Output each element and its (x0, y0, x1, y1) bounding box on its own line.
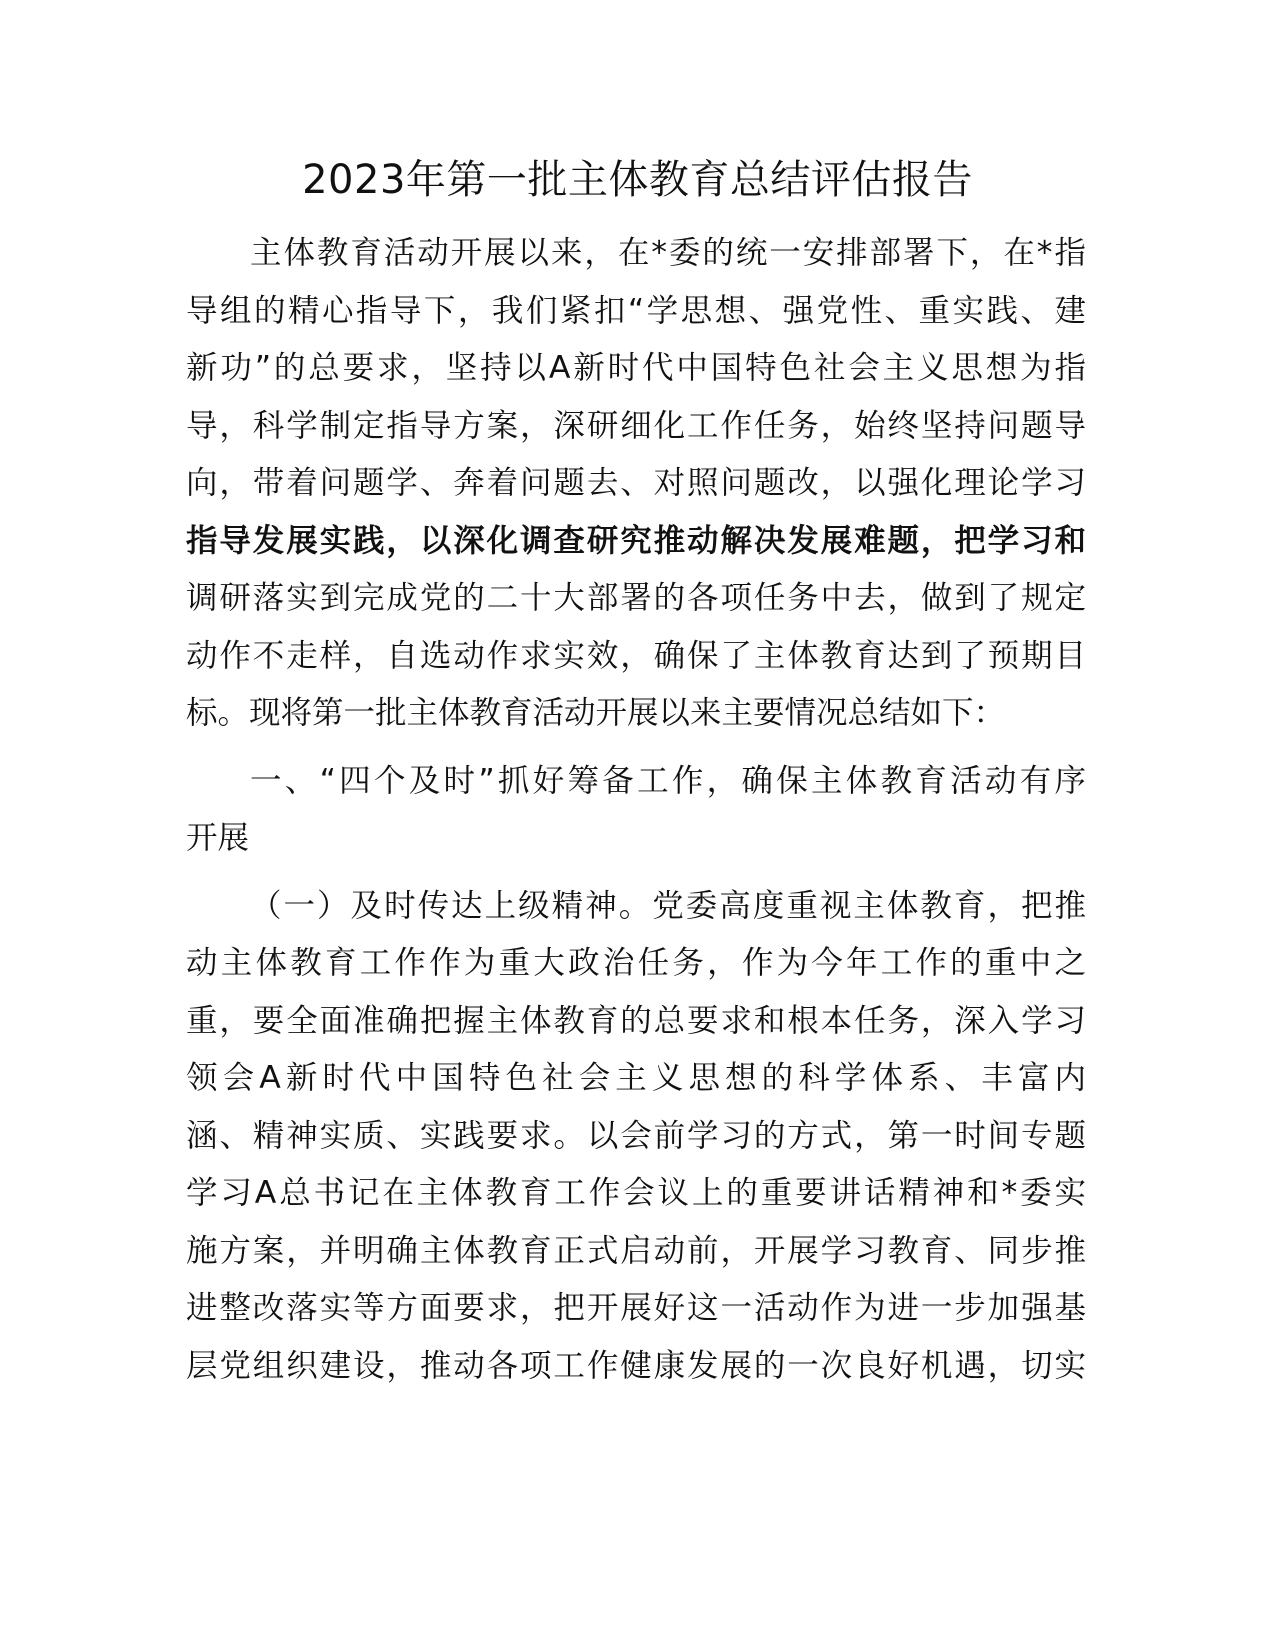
subsection-line: 进整改落实等方面要求，把开展好这一活动作为进一步加强基 (186, 1290, 1086, 1326)
subsection-line: 层党组织建设，推动各项工作健康发展的一次良好机遇，切实 (186, 1347, 1086, 1384)
subsection-line: （一）及时传达上级精神。党委高度重视主体教育，把推 (250, 887, 1086, 924)
intro-line: 导组的精心指导下，我们紧扣“学思想、强党性、重实践、建 (186, 292, 1086, 329)
subsection-paragraph (186, 878, 1086, 1396)
intro-paragraph (186, 225, 1086, 743)
subsection-line: 重，要全面准确把握主体教育的总要求和根本任务，深入学习 (186, 1002, 1086, 1039)
document-title: 2023年第一批主体教育总结评估报告 (302, 157, 973, 203)
subsection-line: 领会A新时代中国特色社会主义思想的科学体系、丰富内 (186, 1060, 1086, 1096)
intro-line: 调研落实到完成党的二十大部署的各项任务中去，做到了规定 (186, 580, 1086, 616)
subsection-line: 涵、精神实质、实践要求。以会前学习的方式，第一时间专题 (186, 1117, 1086, 1154)
subsection-line: 施方案，并明确主体教育正式启动前，开展学习教育、同步推 (186, 1232, 1086, 1269)
subsection-line: 动主体教育工作作为重大政治任务，作为今年工作的重中之 (186, 945, 1086, 981)
section-heading-line: 一、“四个及时”抓好筹备工作，确保主体教育活动有序 (250, 762, 1086, 799)
intro-line: 标。现将第一批主体教育活动开展以来主要情况总结如下： (186, 695, 1006, 731)
section-heading-line: 开展 (186, 820, 250, 856)
subsection-line: 学习A总书记在主体教育工作会议上的重要讲话精神和*委实 (186, 1175, 1086, 1211)
document-body (186, 225, 1086, 1395)
intro-line: 导，科学制定指导方案，深研细化工作任务，始终坚持问题导 (186, 407, 1086, 444)
section-heading (186, 753, 1086, 868)
intro-line: 主体教育活动开展以来，在*委的统一安排部署下，在*指 (250, 235, 1086, 271)
intro-line: 向，带着问题学、奔着问题去、对照问题改，以强化理论学习 (186, 465, 1086, 501)
intro-line: 动作不走样，自选动作求实效，确保了主体教育达到了预期目 (186, 637, 1086, 674)
intro-line: 新功”的总要求，坚持以A新时代中国特色社会主义思想为指 (186, 350, 1086, 386)
intro-line: 指导发展实践，以深化调查研究推动解决发展难题，把学习和 (186, 522, 1086, 559)
